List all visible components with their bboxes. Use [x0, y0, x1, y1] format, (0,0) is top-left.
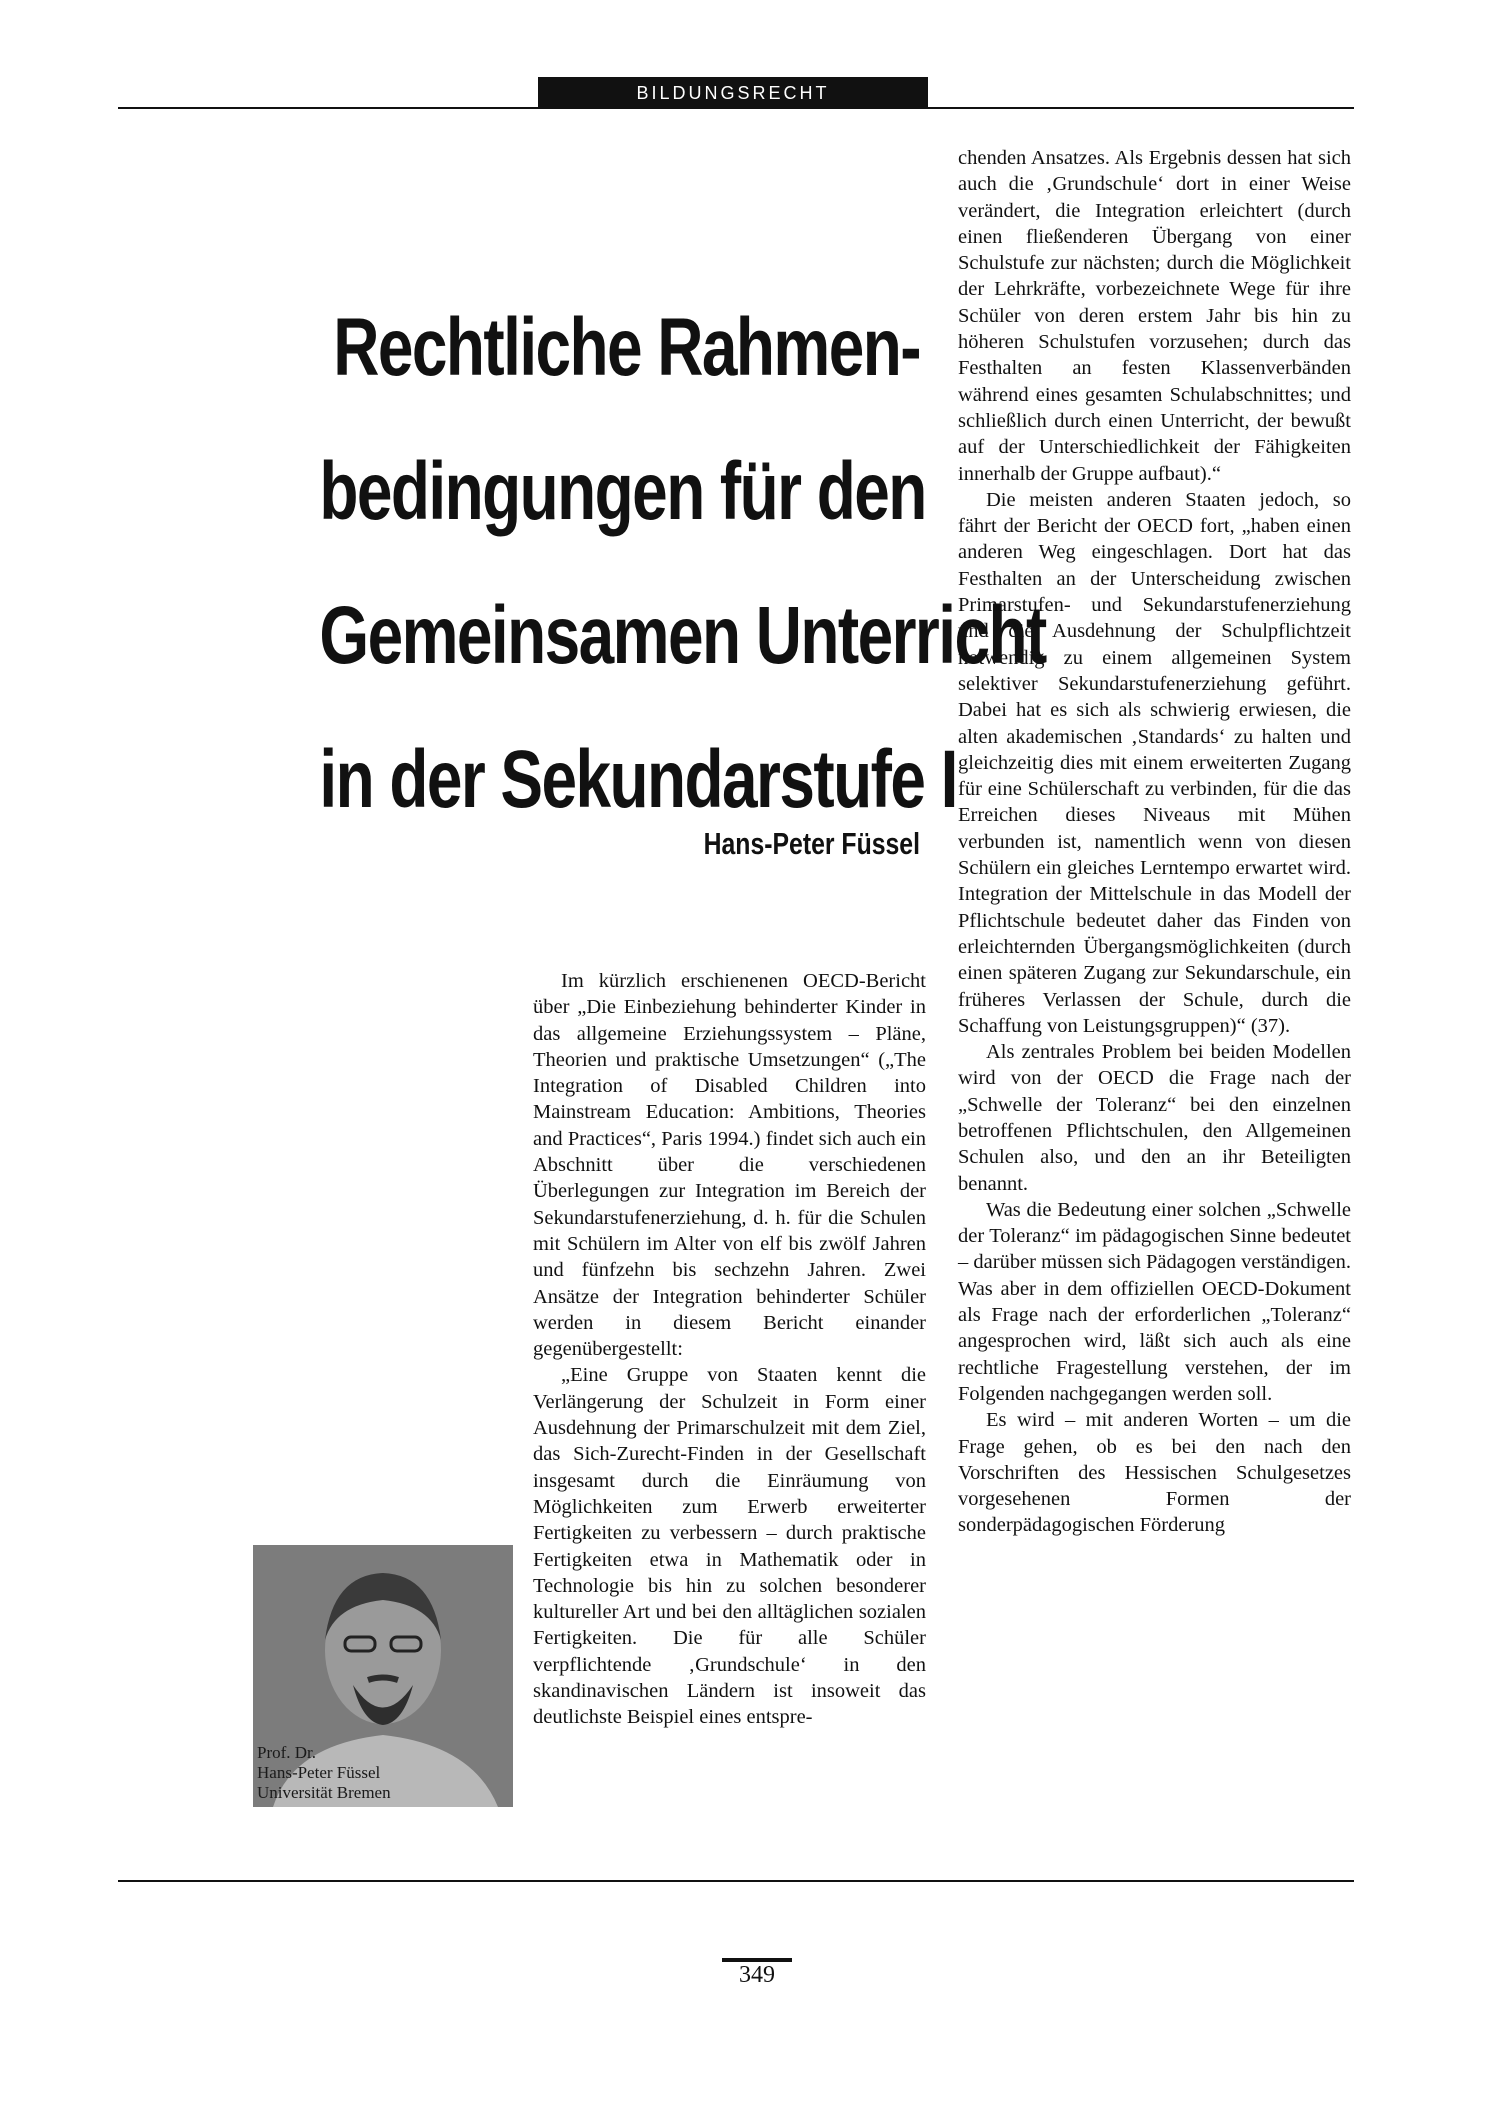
page-number: 349	[739, 1962, 775, 1988]
paragraph: „Eine Gruppe von Staaten kennt die Verlängerung der Schulzeit in Form einer Ausdehnung der Primarschulzeit mit dem Ziel, das Sich-Zurecht-Finden in der Gesellschaft insgesamt durch die Einräumung von Möglichkeiten zum Erwerb erweiterter Fertigkeiten zu verbessern – durch praktische Fertigkeiten etwa in Mathematik oder in Technologie bis hin zu solchen besonderer kultureller Art und bei den alltäglichen sozialen Fertigkeiten. Die für alle Schüler verpflichtende ‚Grundschule‘ in den skandinavischen Ländern ist insoweit das deutlichste Beispiel eines entspre-	[533, 1364, 926, 1729]
footer-rule	[118, 1880, 1354, 1882]
paragraph: Die meisten anderen Staaten jedoch, so fährt der Bericht der OECD fort, „haben einen anderen Weg eingeschlagen. Dort hat das Festhalten an der Unterscheidung zwischen Primarstufen- und Sekundarstufenerziehung und die Ausdehnung der Schulpflichtzeit notwendig zu einem allgemeinen System selektiver Sekundarstufenerziehung geführt. Dabei hat es sich als schwierig erwiesen, die alten akademischen ‚Standards‘ zu halten und gleichzeitig dies mit einem erweiterten Zugang für eine Schülerschaft zu verbinden, für die das Erreichen dieses Niveaus mit Mühen verbunden ist, namentlich wenn von diesen Schülern ein gleiches Lerntempo erwartet wird. Integration der Mittelschule in das Modell der Pflichtschule bedeutet daher das Finden von erleichternden Übergangsmöglichkeiten (durch einen späteren Zugang zur Sekundarschule, ein früheres Verlassen der Schule, durch die Schaffung von Leistungsgruppen)“ (37).	[958, 488, 1351, 1037]
title-line: Gemeinsamen Unterricht	[319, 590, 1046, 681]
body-column-right	[958, 145, 1351, 1539]
caption-line: Hans-Peter Füssel	[257, 1763, 381, 1782]
title-line: in der Sekundarstufe I	[319, 734, 957, 825]
paragraph: Was die Bedeutung einer solchen „Schwelle der Toleranz“ im pädagogischen Sinne bedeutet – darüber müssen sich Pädagogen verständigen. Was aber in dem offiziellen OECD-Dokument als Frage nach der erforderlichen „Toleranz“ angesprochen wird, läßt sich auch als eine rechtliche Fragestellung verstehen, der im Folgenden nachgegangen werden soll.	[958, 1198, 1351, 1405]
author-name: Hans-Peter Füssel	[703, 826, 920, 861]
body-column-middle	[533, 968, 926, 1731]
photo-caption	[257, 1743, 509, 1803]
title-line: bedingungen für den	[319, 446, 926, 537]
author-photo	[253, 1545, 513, 1807]
section-label: BILDUNGSRECHT	[538, 77, 928, 109]
article-title	[319, 276, 1046, 852]
paragraph: chenden Ansatzes. Als Ergebnis dessen hat sich auch die ‚Grundschule‘ dort in einer Weise verändert, die Integration erleichtert (durch einen fließenderen Übergang von einer Schulstufe zur nächsten; durch die Möglichkeit der Lehrkräfte, vorbezeichnete Wege für ihre Schüler von deren erstem Jahr bis hin zu höheren Schulstufen vorzusehen; durch das Festhalten an festen Klassenverbänden während eines gesamten Schulabschnittes; und schließlich durch einen Unterricht, der bewußt auf der Unterschiedlichkeit der Fähigkeiten innerhalb der Gruppe aufbaut).“	[958, 147, 1351, 485]
paragraph: Im kürzlich erschienenen OECD-Bericht über „Die Einbeziehung behinderter Kinder in das allgemeine Erziehungssystem – Pläne, Theorien und praktische Umsetzungen“ („The Integration of Disabled Children into Mainstream Education: Ambitions, Theories and Practices“, Paris 1994.) findet sich auch ein Abschnitt über die verschiedenen Überlegungen zur Integration im Bereich der Sekundarstufenerziehung, d. h. für die Schulen mit Schülern im Alter von elf bis zwölf Jahren und fünfzehn bis sechzehn Jahren. Zwei Ansätze der Integration behinderter Schüler werden in diesem Bericht einander gegenübergestellt:	[533, 970, 926, 1361]
paragraph: Es wird – mit anderen Worten – um die Frage gehen, ob es bei den nach den Vorschriften des Hessischen Schulgesetzes vorgesehenen Formen der sonderpädagogischen Förderung	[958, 1409, 1351, 1537]
paragraph: Als zentrales Problem bei beiden Modellen wird von der OECD die Frage nach der „Schwelle der Toleranz“ bei den einzelnen betroffenen Pflichtschulen, den Allgemeinen Schulen also, und den an ihr Beteiligten benannt.	[958, 1041, 1351, 1195]
caption-line: Universität Bremen	[257, 1783, 391, 1802]
title-line: Rechtliche Rahmen-	[333, 302, 920, 393]
caption-line: Prof. Dr.	[257, 1743, 317, 1762]
